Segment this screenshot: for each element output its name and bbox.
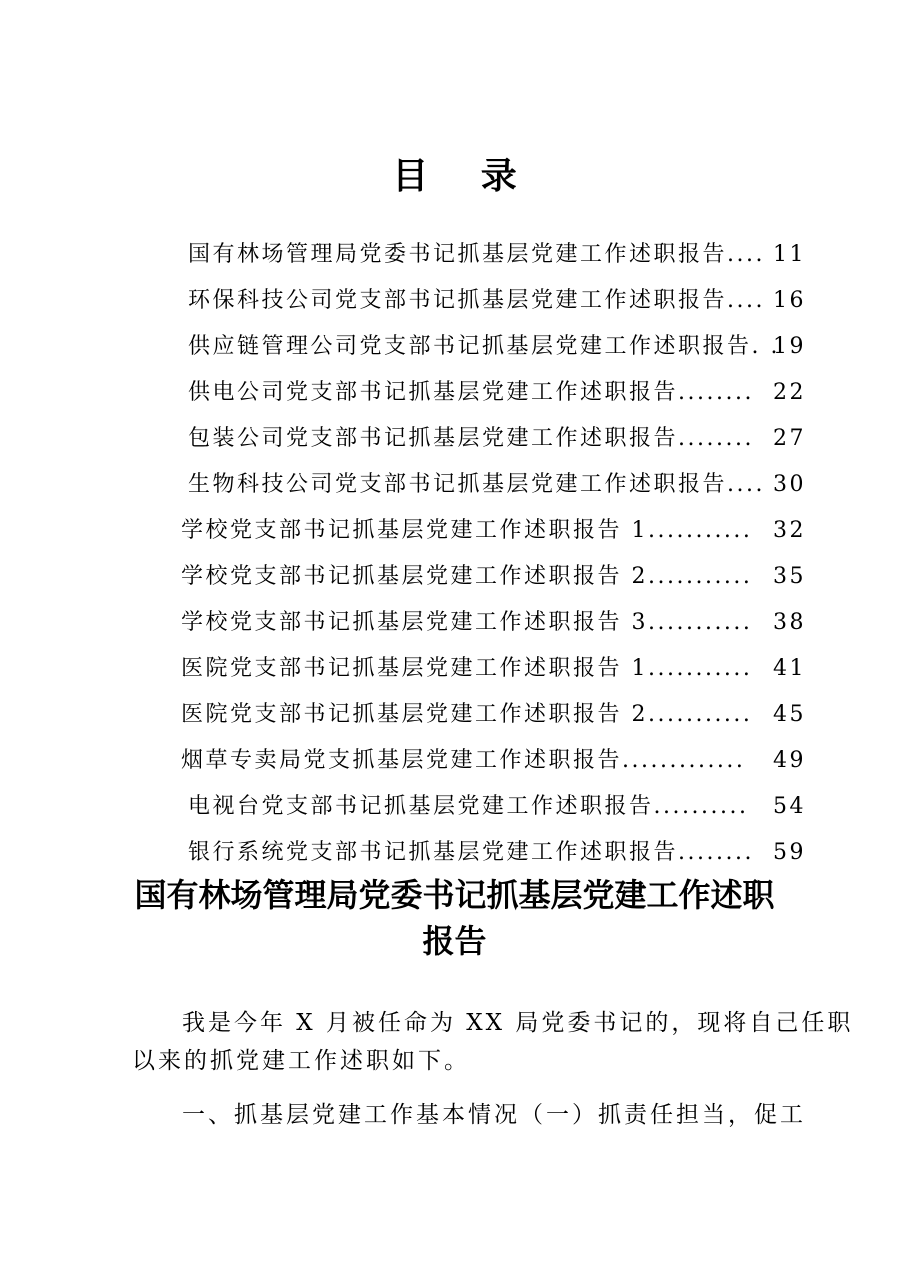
toc-entry[interactable]	[181, 562, 806, 592]
toc-entry-page: 16	[773, 288, 806, 313]
toc-entry[interactable]	[188, 424, 806, 454]
toc-entry[interactable]	[188, 792, 806, 822]
toc-entry[interactable]	[188, 470, 806, 500]
toc-entry-label: 电视台党支部书记抓基层党建工作述职报告..........	[188, 794, 749, 819]
toc-entry-label: 供应链管理公司党支部书记抓基层党建工作述职报告. .	[188, 334, 780, 359]
toc-entry-page: 22	[773, 380, 806, 405]
toc-entry[interactable]	[188, 286, 806, 316]
toc-entry-label: 生物科技公司党支部书记抓基层党建工作述职报告....	[188, 472, 765, 497]
body-paragraph-line: 以来的抓党建工作述职如下。	[132, 1048, 470, 1074]
toc-entry-page: 32	[773, 518, 806, 543]
toc-entry-label: 医院党支部书记抓基层党建工作述职报告 2...........	[181, 702, 753, 727]
toc-entry[interactable]	[181, 700, 806, 730]
toc-entry-label: 国有林场管理局党委书记抓基层党建工作述职报告....	[188, 242, 765, 267]
toc-entry-label: 环保科技公司党支部书记抓基层党建工作述职报告....	[188, 288, 765, 313]
toc-entry[interactable]	[181, 608, 806, 638]
toc-entry[interactable]	[188, 332, 806, 362]
toc-entry-label: 包装公司党支部书记抓基层党建工作述职报告........	[188, 426, 754, 451]
toc-entry[interactable]	[188, 838, 806, 868]
toc-entry-page: 35	[773, 564, 806, 589]
section-heading	[0, 872, 909, 964]
toc-entry-label: 供电公司党支部书记抓基层党建工作述职报告........	[188, 380, 754, 405]
body-paragraph-line: 一、抓基层党建工作基本情况（一）抓责任担当，促工	[182, 1102, 806, 1128]
toc-entry-label: 烟草专卖局党支抓基层党建工作述职报告.............	[181, 748, 746, 773]
toc-entry-page: 59	[773, 840, 806, 865]
toc-entry-page: 30	[773, 472, 806, 497]
section-heading-line1: 国有林场管理局党委书记抓基层党建工作述职	[134, 876, 775, 914]
toc-entry-page: 38	[773, 610, 806, 635]
toc-entry-page: 49	[773, 748, 806, 773]
section-heading-line2: 报告	[422, 922, 487, 960]
toc-entry-page: 19	[773, 334, 806, 359]
toc-entry-page: 27	[773, 426, 806, 451]
toc-entry-label: 银行系统党支部书记抓基层党建工作述职报告........	[188, 840, 754, 865]
toc-entry[interactable]	[181, 746, 806, 776]
toc-entry-page: 11	[773, 242, 806, 267]
toc-entry-page: 45	[773, 702, 806, 727]
toc-entry-label: 医院党支部书记抓基层党建工作述职报告 1...........	[181, 656, 753, 681]
toc-entry[interactable]	[181, 516, 806, 546]
toc-entry-label: 学校党支部书记抓基层党建工作述职报告 2...........	[181, 564, 753, 589]
toc-entry[interactable]	[181, 654, 806, 684]
toc-entry[interactable]	[188, 378, 806, 408]
toc-entry-page: 54	[773, 794, 806, 819]
body-paragraph-line: 我是今年 X 月被任命为 XX 局党委书记的，现将自己任职	[182, 1010, 854, 1036]
toc-entry-label: 学校党支部书记抓基层党建工作述职报告 1...........	[181, 518, 753, 543]
toc-entry[interactable]	[188, 240, 806, 270]
toc-title: 目 录	[392, 155, 537, 197]
toc-entry-page: 41	[773, 656, 806, 681]
toc-entry-label: 学校党支部书记抓基层党建工作述职报告 3...........	[181, 610, 753, 635]
